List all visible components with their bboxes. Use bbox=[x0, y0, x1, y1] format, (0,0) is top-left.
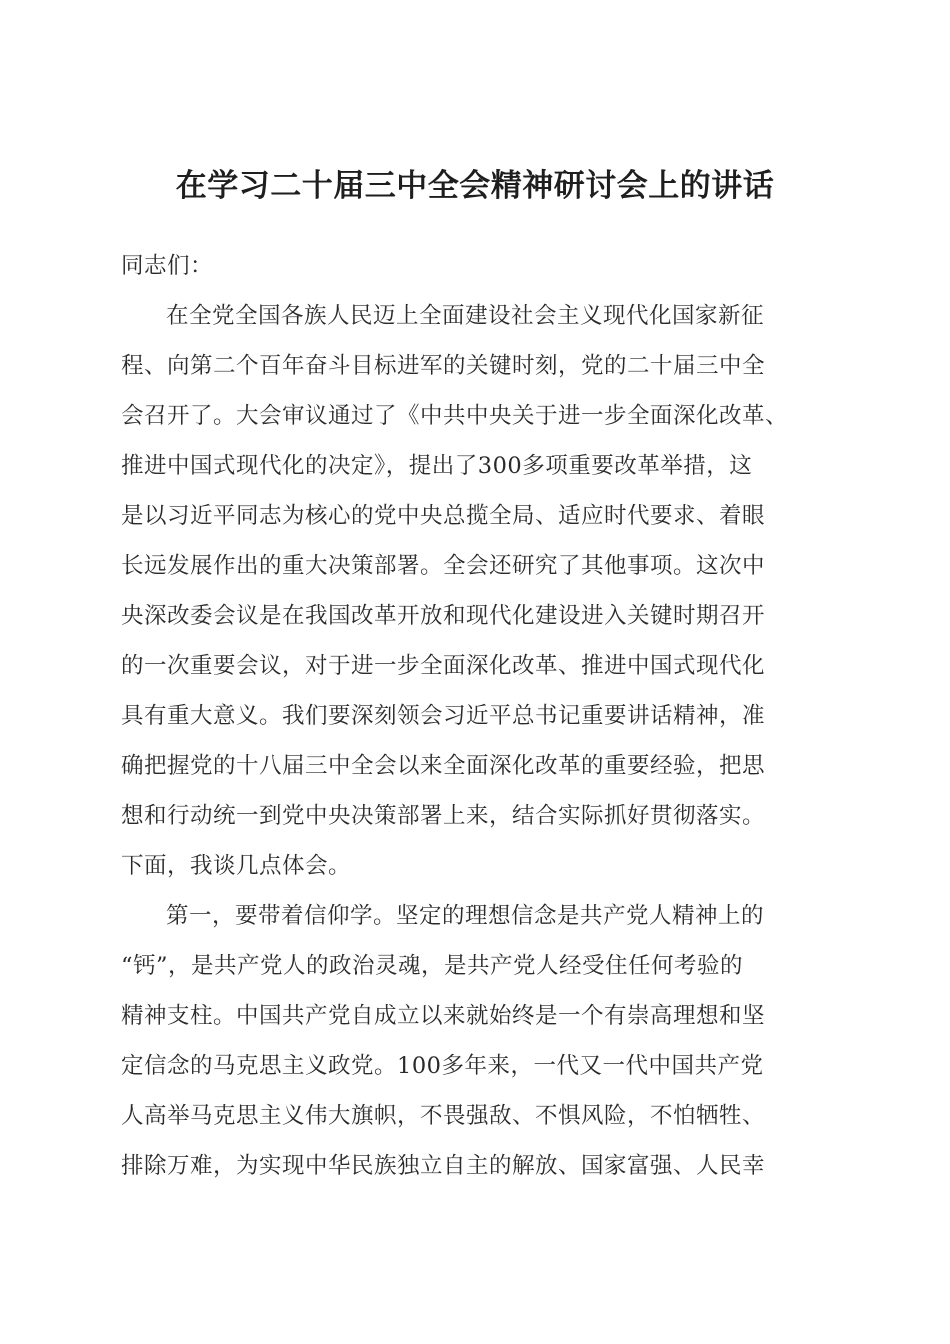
paragraph-line: 推进中国式现代化的决定》，提出了300多项重要改革举措，这 bbox=[121, 453, 753, 479]
paragraph-line: 是以习近平同志为核心的党中央总揽全局、适应时代要求、着眼 bbox=[121, 503, 766, 529]
paragraph-line: 央深改委会议是在我国改革开放和现代化建设进入关键时期召开 bbox=[121, 603, 766, 629]
document-body bbox=[121, 241, 821, 1191]
paragraph-line: 下面，我谈几点体会。 bbox=[121, 853, 352, 879]
paragraph-line: 定信念的马克思主义政党。100多年来，一代又一代中国共产党 bbox=[121, 1053, 764, 1079]
paragraph-line: “钙”，是共产党人的政治灵魂，是共产党人经受住任何考验的 bbox=[121, 953, 744, 979]
paragraph-line: 人高举马克思主义伟大旗帜，不畏强敌、不惧风险，不怕牺牲、 bbox=[121, 1103, 766, 1129]
paragraph-line: 想和行动统一到党中央决策部署上来，结合实际抓好贯彻落实。 bbox=[121, 803, 766, 829]
paragraph-line: 程、向第二个百年奋斗目标进军的关键时刻，党的二十届三中全 bbox=[121, 353, 766, 379]
paragraph-line: 第一，要带着信仰学。坚定的理想信念是共产党人精神上的 bbox=[166, 903, 765, 929]
paragraph-line: 具有重大意义。我们要深刻领会习近平总书记重要讲话精神，准 bbox=[121, 703, 766, 729]
paragraph-line: 的一次重要会议，对于进一步全面深化改革、推进中国式现代化 bbox=[121, 653, 766, 679]
paragraph-line: 在全党全国各族人民迈上全面建设社会主义现代化国家新征 bbox=[166, 303, 765, 329]
paragraph-line: 会召开了。大会审议通过了《中共中央关于进一步全面深化改革、 bbox=[121, 403, 789, 429]
paragraph-intro bbox=[121, 291, 821, 891]
paragraph-first-point bbox=[121, 891, 821, 1191]
paragraph-line: 精神支柱。中国共产党自成立以来就始终是一个有崇高理想和坚 bbox=[121, 1003, 766, 1029]
salutation: 同志们： bbox=[121, 253, 214, 279]
paragraph-line: 确把握党的十八届三中全会以来全面深化改革的重要经验，把思 bbox=[121, 753, 766, 779]
paragraph-line: 长远发展作出的重大决策部署。全会还研究了其他事项。这次中 bbox=[121, 553, 766, 579]
document-title: 在学习二十届三中全会精神研讨会上的讲话 bbox=[175, 168, 775, 204]
paragraph-line: 排除万难，为实现中华民族独立自主的解放、国家富强、人民幸 bbox=[121, 1153, 766, 1179]
